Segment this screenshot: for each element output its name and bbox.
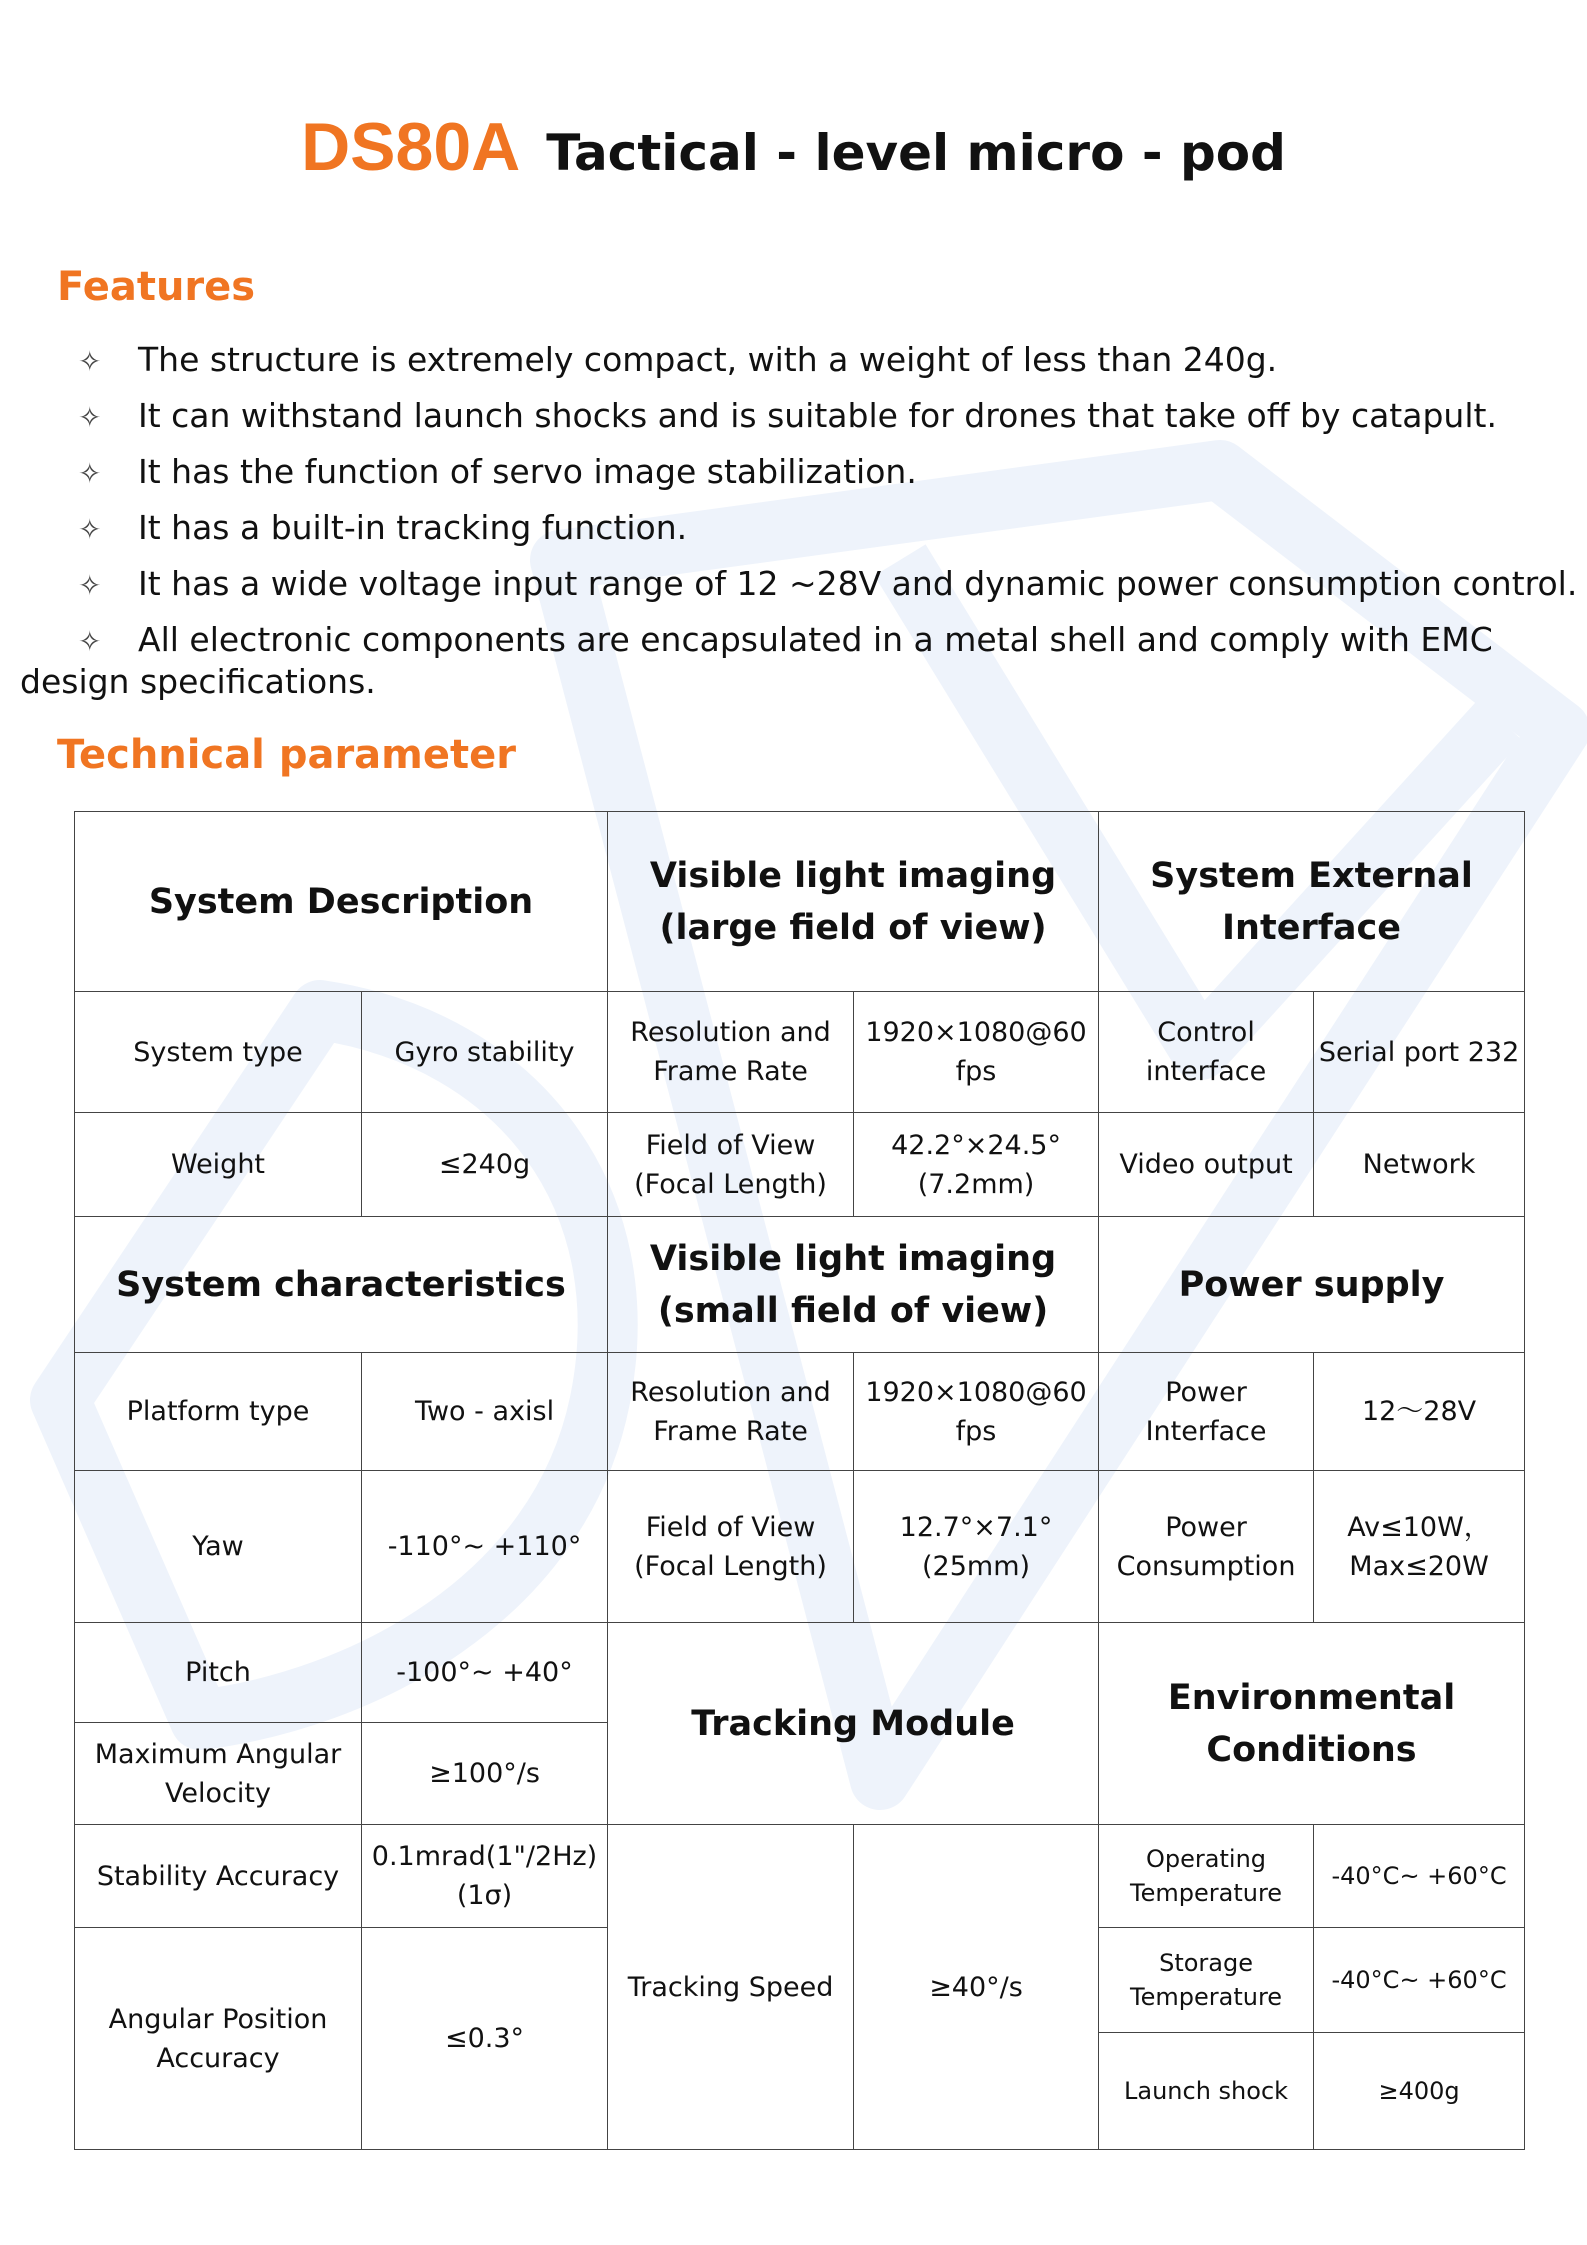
section-header: System Description	[75, 812, 608, 992]
technical-parameter-heading: Technical parameter	[57, 732, 516, 778]
param-value: 1920×1080@60 fps	[854, 992, 1099, 1113]
feature-text-continued: design specifications.	[20, 662, 376, 701]
feature-text: It can withstand launch shocks and is suitable for drones that take off by catapult.	[138, 396, 1497, 435]
page-title	[0, 108, 1587, 186]
section-header: Tracking Module	[608, 1623, 1099, 1825]
feature-text: It has the function of servo image stabilization.	[138, 452, 917, 491]
param-label: Pitch	[75, 1623, 362, 1723]
param-label: Resolution and Frame Rate	[608, 992, 854, 1113]
param-label: Angular Position Accuracy	[75, 1928, 362, 2150]
feature-text: All electronic components are encapsulated in a metal shell and comply with EMC	[138, 620, 1493, 659]
param-value: ≥100°/s	[362, 1723, 608, 1825]
param-label: Weight	[75, 1113, 362, 1217]
product-name: Tactical - level micro - pod	[546, 124, 1286, 182]
features-list	[20, 340, 1578, 702]
param-label: Operating Temperature	[1099, 1825, 1314, 1928]
param-label: Stability Accuracy	[75, 1825, 362, 1928]
section-header: System External Interface	[1099, 812, 1525, 992]
param-value: 0.1mrad(1"/2Hz)(1σ)	[362, 1825, 608, 1928]
param-value: 42.2°×24.5° (7.2mm)	[854, 1113, 1099, 1217]
param-label: Resolution and Frame Rate	[608, 1353, 854, 1471]
section-header: Visible light imaging (large field of view)	[608, 812, 1099, 992]
param-label: Tracking Speed	[608, 1825, 854, 2150]
four-point-star-icon: ✧	[78, 569, 102, 602]
list-item	[78, 564, 1578, 620]
list-item	[20, 620, 1578, 702]
param-label: Power Consumption	[1099, 1471, 1314, 1623]
technical-parameter-table	[74, 811, 1525, 2150]
param-label: Control interface	[1099, 992, 1314, 1113]
param-value: -40°C~ +60°C	[1314, 1825, 1525, 1928]
feature-text: It has a built-in tracking function.	[138, 508, 688, 547]
param-label: System type	[75, 992, 362, 1113]
param-label: Yaw	[75, 1471, 362, 1623]
four-point-star-icon: ✧	[78, 513, 102, 546]
four-point-star-icon: ✧	[78, 457, 102, 490]
param-label: Field of View (Focal Length)	[608, 1113, 854, 1217]
param-value: -40°C~ +60°C	[1314, 1928, 1525, 2033]
features-heading: Features	[57, 264, 256, 310]
param-value: 12～28V	[1314, 1353, 1525, 1471]
list-item	[78, 340, 1578, 396]
param-value: -110°~ +110°	[362, 1471, 608, 1623]
param-value: ≥40°/s	[854, 1825, 1099, 2150]
feature-text: It has a wide voltage input range of 12 ~28V and dynamic power consumption control.	[138, 564, 1578, 603]
param-value: Network	[1314, 1113, 1525, 1217]
list-item	[78, 508, 1578, 564]
param-label: Storage Temperature	[1099, 1928, 1314, 2033]
section-header: Power supply	[1099, 1217, 1525, 1353]
four-point-star-icon: ✧	[78, 345, 102, 378]
section-header: Environmental Conditions	[1099, 1623, 1525, 1825]
list-item	[78, 452, 1578, 508]
param-value: Two - axisl	[362, 1353, 608, 1471]
param-value: -100°~ +40°	[362, 1623, 608, 1723]
four-point-star-icon: ✧	[78, 625, 102, 658]
param-value: Av≤10W，Max≤20W	[1314, 1471, 1525, 1623]
param-value: Gyro stability	[362, 992, 608, 1113]
param-value: ≤240g	[362, 1113, 608, 1217]
four-point-star-icon: ✧	[78, 401, 102, 434]
param-label: Platform type	[75, 1353, 362, 1471]
param-label: Maximum Angular Velocity	[75, 1723, 362, 1825]
list-item	[78, 396, 1578, 452]
param-value: 1920×1080@60 fps	[854, 1353, 1099, 1471]
param-value: Serial port 232	[1314, 992, 1525, 1113]
param-label: Launch shock	[1099, 2033, 1314, 2150]
feature-text: The structure is extremely compact, with a weight of less than 240g.	[138, 340, 1278, 379]
section-header: Visible light imaging (small field of view)	[608, 1217, 1099, 1353]
param-label: Power Interface	[1099, 1353, 1314, 1471]
param-value: ≤0.3°	[362, 1928, 608, 2150]
model-number: DS80A	[301, 109, 521, 185]
param-value: 12.7°×7.1° (25mm)	[854, 1471, 1099, 1623]
param-value: ≥400g	[1314, 2033, 1525, 2150]
param-label: Field of View (Focal Length)	[608, 1471, 854, 1623]
param-label: Video output	[1099, 1113, 1314, 1217]
section-header: System characteristics	[75, 1217, 608, 1353]
